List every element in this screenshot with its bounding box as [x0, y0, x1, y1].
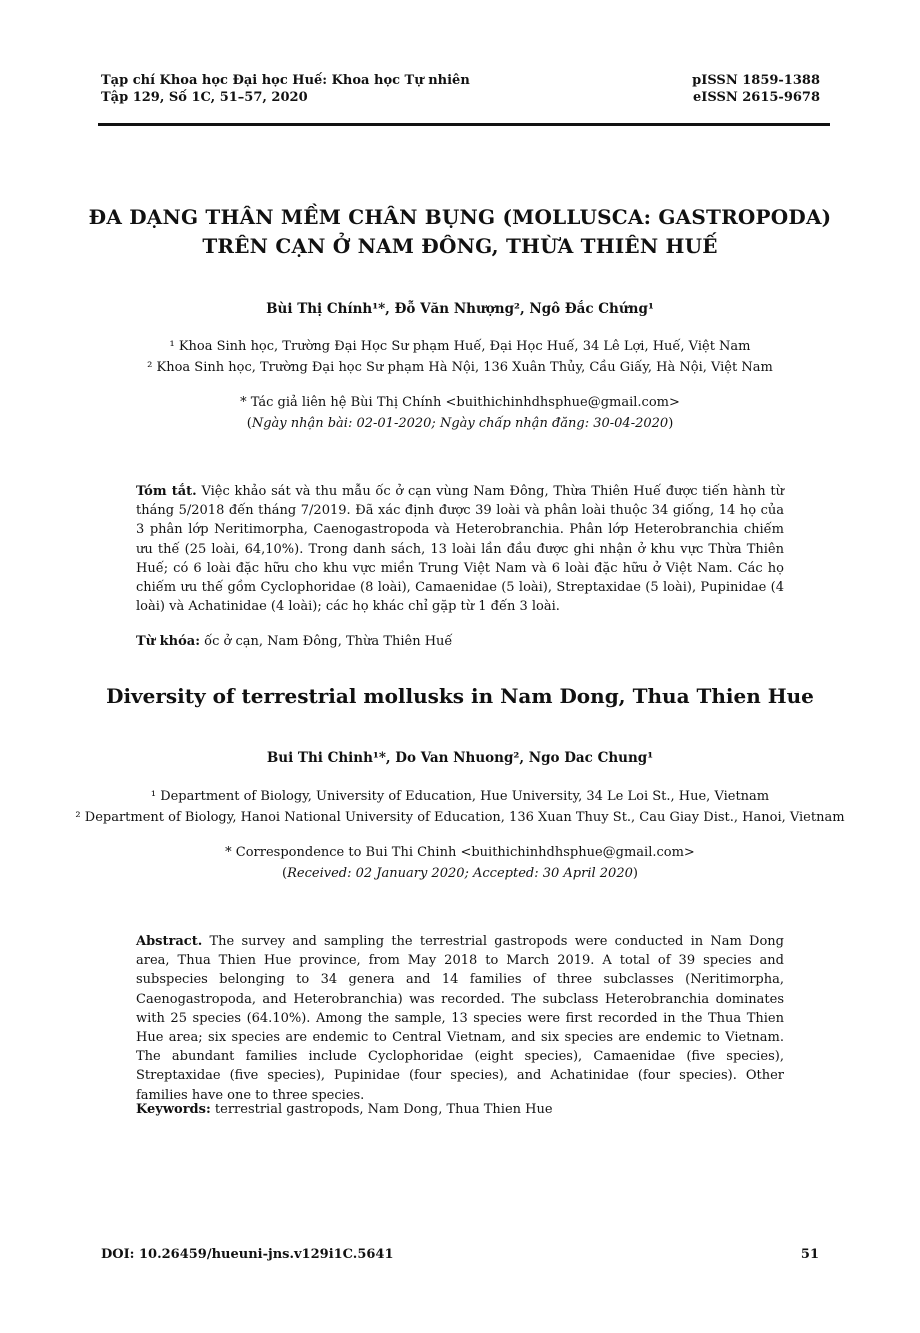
en-abstract	[136, 932, 784, 1105]
eissn: eISSN 2615-9678	[692, 90, 820, 105]
vi-dates-text: Ngày nhận bài: 02-01-2020; Ngày chấp nhận đăng: 30-04-2020	[251, 416, 669, 431]
en-affiliation-2: ² Department of Biology, Hanoi National University of Education, 136 Xuan Thuy St., Cau Giay Dist., Hanoi, Vietnam	[75, 810, 845, 825]
vi-keywords	[136, 634, 784, 649]
en-dates: (Received: 02 January 2020; Accepted: 30 April 2020)	[282, 866, 638, 881]
issn-block	[692, 72, 820, 106]
vi-abstract-text: Việc khảo sát và thu mẫu ốc ở cạn vùng Nam Đông, Thừa Thiên Huế được tiến hành từ tháng 5/2018 đến tháng 7/2019. Đã xác định được 39 loài và phân loài thuộc 34 giống, 14 họ của 3 phân lớp Neritimorpha, Caenogastropoda và Heterobranchia. Phân lớp Heterobranchia chiếm ưu thế (25 loài, 64,10%). Trong danh sách, 13 loài lần đầu được ghi nhận ở khu vực Thừa Thiên Huế; có 6 loài đặc hữu cho khu vực miền Trung Việt Nam và 6 loài đặc hữu ở Việt Nam. Các họ chiếm ưu thế gồm Cyclophoridae (8 loài), Camaenidae (5 loài), Streptaxidae (5 loài), Pupinidae (4 loài) và Achatinidae (4 loài); các họ khác chỉ gặp từ 1 đến 3 loài.	[136, 484, 785, 615]
vi-affiliation-2: ² Khoa Sinh học, Trường Đại học Sư phạm Hà Nội, 136 Xuân Thủy, Cầu Giấy, Hà Nội, Việt Nam	[147, 360, 773, 375]
en-title: Diversity of terrestrial mollusks in Nam Dong, Thua Thien Hue	[106, 684, 814, 708]
pissn: pISSN 1859-1388	[692, 73, 820, 88]
vi-title	[60, 203, 860, 261]
vi-correspondence	[40, 392, 880, 434]
page-number: 51	[800, 1247, 819, 1262]
header-rule	[98, 123, 830, 126]
vi-title-line1: ĐA DẠNG THÂN MỀM CHÂN BỤNG (MOLLUSCA: GASTROPODA)	[88, 205, 832, 229]
en-corresponding-author: * Correspondence to Bui Thi Chinh <buithichinhdhsphue@gmail.com>	[225, 845, 695, 860]
en-dates-text: Received: 02 January 2020; Accepted: 30 April 2020	[287, 866, 633, 881]
vi-abstract-label: Tóm tắt.	[136, 484, 197, 499]
journal-name: Tạp chí Khoa học Đại học Huế: Khoa học Tự nhiên	[101, 73, 470, 88]
en-keywords-text: terrestrial gastropods, Nam Dong, Thua Thien Hue	[214, 1102, 553, 1117]
vi-affiliation-1: ¹ Khoa Sinh học, Trường Đại Học Sư phạm Huế, Đại Học Huế, 34 Lê Lợi, Huế, Việt Nam	[169, 339, 751, 354]
vi-title-line2: TRÊN CẠN Ở NAM ĐÔNG, THỪA THIÊN HUẾ	[202, 234, 718, 258]
en-affiliation-1: ¹ Department of Biology, University of Education, Hue University, 34 Le Loi St., Hue, Vietnam	[150, 789, 770, 804]
journal-volume: Tập 129, Số 1C, 51–57, 2020	[101, 90, 308, 105]
en-abstract-text: The survey and sampling the terrestrial gastropods were conducted in Nam Dong area, Thua Thien Hue province, from May 2018 to March 2019. A total of 39 species and subspecies belonging to 34 genera and 14 families of three subclasses (Neritimorpha, Caenogastropoda, and Heterobranchia) was recorded. The subclass Heterobranchia dominates with 25 species (64.10%). Among the sample, 13 species were first recorded in the Thua Thien Hue area; six species are endemic to Central Vietnam, and six species are endemic to Vietnam. The abundant families include Cyclophoridae (eight species), Camaenidae (five species), Streptaxidae (five species), Pupinidae (four species), and Achatinidae (four species). Other families have one to three species.	[136, 934, 784, 1103]
vi-abstract	[136, 482, 784, 616]
doi: DOI: 10.26459/hueuni-jns.v129i1C.5641	[101, 1247, 394, 1262]
journal-header	[101, 72, 470, 106]
en-authors: Bui Thi Chinh¹*, Do Van Nhuong², Ngo Dac Chung¹	[266, 750, 654, 766]
vi-keywords-label: Từ khóa:	[136, 634, 201, 649]
vi-affiliations	[40, 336, 880, 378]
en-keywords	[136, 1102, 784, 1117]
vi-dates: (Ngày nhận bài: 02-01-2020; Ngày chấp nhận đăng: 30-04-2020)	[246, 416, 674, 431]
vi-authors: Bùi Thị Chính¹*, Đỗ Văn Nhượng², Ngô Đắc Chứng¹	[266, 301, 654, 317]
en-correspondence	[40, 842, 880, 884]
en-abstract-label: Abstract.	[136, 934, 203, 949]
vi-keywords-text: ốc ở cạn, Nam Đông, Thừa Thiên Huế	[204, 634, 453, 649]
en-keywords-label: Keywords:	[136, 1102, 211, 1117]
vi-corresponding-author: * Tác giả liên hệ Bùi Thị Chính <buithichinhdhsphue@gmail.com>	[240, 395, 680, 410]
en-affiliations	[40, 786, 880, 828]
